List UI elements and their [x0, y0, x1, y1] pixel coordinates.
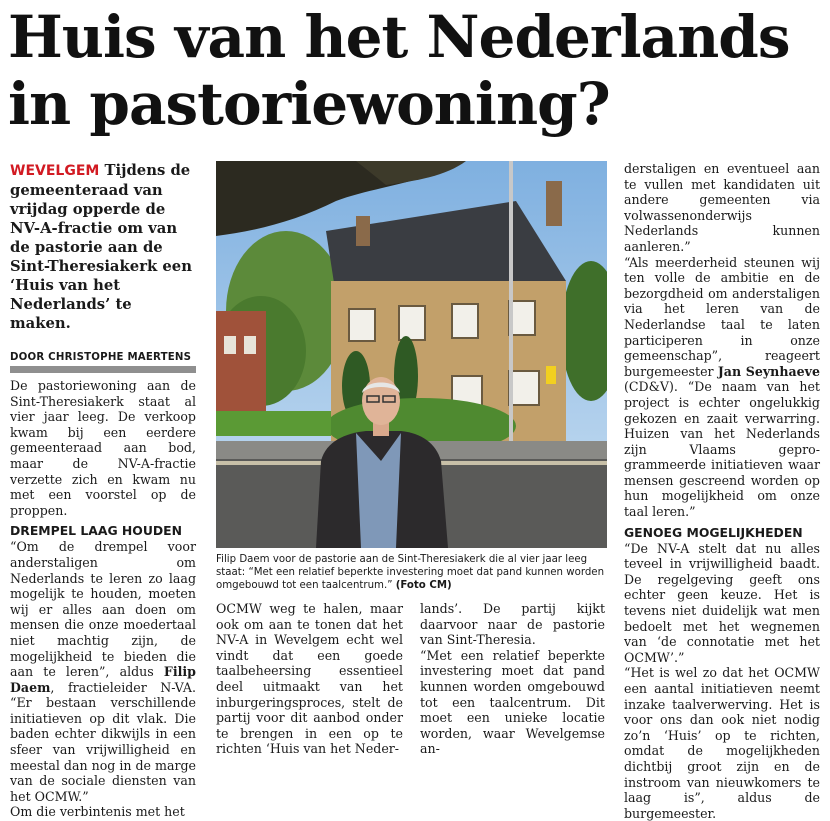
body-paragraph: [10, 539, 196, 804]
byline: DOOR CHRISTOPHE MAERTENS: [10, 352, 192, 363]
caption-text: Filip Daem voor de pastorie aan de Sint-Theresiakerk die al vier jaar leeg staat: “Met een relatief beperkte investering moet dat pand kunnen worden omgebouwd tot een taalcentrum.”: [216, 554, 605, 591]
quote-text: “Als meerderheid steunen wij ten volle de ambitie en de bezorgdheid om anderstaligen via het leren van de Nederlandse taal te laten participeren in onze gemeenschap”, reageert burgemeester: [624, 254, 820, 379]
body-paragraph: “De NV-A stelt dat nu alles teveel in vrijwilligheid baadt. De regelgeving geeft ons echter geen keuze. Het is tevens niet duidelijk wat men bedoelt met het wegnemen van ‘de connotatie met het OCMW’.”: [624, 540, 820, 665]
body-paragraph: “Met een relatief beperkte investering moet dat pand kunnen worden omgebouwd tot een taalcentrum. Dit moet een unieke locatie worden, waar Wevelgemse an-: [420, 647, 605, 757]
article-column-3: [420, 601, 605, 757]
person-name: Filip Daem: [10, 664, 196, 695]
quote-text: “Om de drempel voor anderstaligen om Nederlands te leren zo laag mogelijk te houden, moeten wij er alles aan doen om mensen die onze moedertaal niet machtig zijn, de mogelijkheid te bieden die aan te leren”, aldus: [10, 539, 196, 680]
headline-line-1: Huis van het Nederlands: [8, 3, 790, 71]
photo-illustration: [216, 161, 607, 548]
location-kicker: WEVELGEM: [10, 163, 100, 179]
body-paragraph: [624, 255, 820, 520]
lead-paragraph: [10, 161, 196, 333]
body-paragraph: De pastoriewoning aan de Sint-Theresiakerk staat al vier jaar leeg. De verkoop kwam bij een eerdere gemeenteraad aan bod, maar de NV-A-fractie verzette zich en kwam nu met een voorstel op de proppen.: [10, 378, 196, 518]
byline-divider: [10, 366, 196, 373]
photo-credit: (Foto CM): [395, 580, 452, 591]
body-paragraph: derstaligen en eventueel aan te vullen met kandidaten uit andere gemeenten via volwassenonderwijs Nederlands kunnen aanleren.”: [624, 161, 820, 254]
article-column-2: [216, 601, 403, 757]
article-photo: [216, 161, 607, 548]
body-paragraph: “Het is wel zo dat het OCMW een aantal initiatieven neemt inzake taalverwerving. Het is voor ons dan ook niet nodig zo’n ‘Huis’ op te richten, omdat de mogelijkheden dichtbij groot zijn en de instroom van nieuwkomers te laag is”, aldus de burgemeester.: [624, 665, 820, 821]
photo-caption: [216, 553, 608, 592]
subheading: DREMPEL LAAG HOUDEN: [10, 523, 183, 539]
quote-text: (CD&V). “De naam van het project is echter ongelukkig gekozen en zaait verwarring. Huizen van het Nederlands zijn Vlaams geprogrammeerde initiatieven waar mensen gescreend worden op hun mogelijkheid om onze taal leren.”: [624, 379, 820, 520]
article-column-1: [10, 161, 196, 820]
subheading: GENOEG MOGELIJKHEDEN: [624, 524, 803, 540]
body-paragraph: Om die verbintenis met het: [10, 804, 185, 820]
lead-text: Tijdens de gemeenteraad van vrijdag opperde de NV-A-fractie om van de pastorie aan de Sint-Theresiakerk een ‘Huis van het Nederlands’ te maken.: [10, 162, 192, 332]
body-paragraph: OCMW weg te halen, maar ook om aan te tonen dat het NV-A in Wevelgem echt wel vindt dat een goede taalbeheersing essentieel deel uitmaakt van het inburgeringsproces, stelt de partij voor dit aanbod onder te brengen in een op te richten ‘Huis van het Neder-: [216, 601, 403, 757]
quote-text: , fractieleider N-VA. “Er bestaan verschillende initiatieven op dit vlak. Die baden echter dikwijls in een sfeer van vrijwilligheid en meestal dan nog in de marge van de sociale diensten van het OCMW.”: [10, 679, 196, 804]
person-name: Jan Seynhaeve: [717, 363, 820, 379]
headline: [8, 4, 823, 138]
headline-line-2: in pastoriewoning?: [8, 70, 610, 138]
article-column-4: [624, 161, 820, 821]
body-paragraph: lands’. De partij kijkt daarvoor naar de pastorie van Sint-Theresia.: [420, 601, 605, 648]
